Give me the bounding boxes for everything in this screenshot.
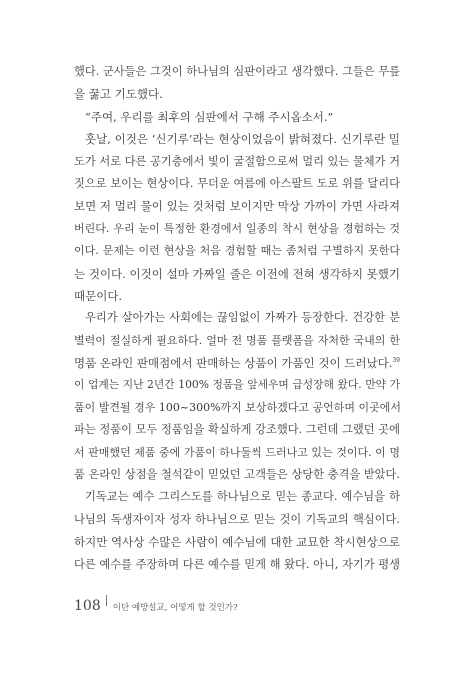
text-line: 이 업계는 지난 2년간 100% 정품을 앞세우며 급성장해 왔다. 만약 가: [74, 378, 400, 392]
page-number: 108: [74, 598, 101, 614]
text-line: 다른 예수를 주장하며 다른 예수를 믿게 해 왔다. 아니, 자기가 평생: [74, 557, 400, 571]
text-line: 짓으로 보이는 현상이다. 무더운 여름에 아스팔트 도로 위를 달리다: [74, 176, 400, 190]
page-footer: [74, 598, 238, 614]
text-line: 훗날, 이것은 ‘신기루’라는 현상이었음이 밝혀졌다. 신기루란 밀: [85, 132, 400, 147]
text-line: 하지만 역사상 수많은 사람이 예수님에 대한 교묘한 착시현상으로: [74, 535, 400, 550]
text-line: 서 판매했던 제품 중에 가품이 하나둘씩 드러나고 있는 것이다. 이 명: [74, 445, 400, 459]
running-title: 이단 예방설교, 어떻게 할 것인가?: [112, 603, 238, 613]
body-text: [74, 61, 400, 576]
text-line: 버린다. 우리 눈이 특정한 환경에서 일종의 착시 현상을 경험하는 것: [74, 221, 400, 235]
text-line: 품이 발견될 경우 100~300%까지 보상하겠다고 공언하며 이곳에서: [74, 400, 402, 414]
text-line: 나님의 독생자이자 성자 하나님으로 믿는 것이 기독교의 핵심이다.: [74, 512, 400, 526]
text-line: 품 온라인 상점을 철석같이 믿었던 고객들은 상당한 충격을 받았다.: [74, 468, 400, 482]
text-line-with-footnote: [74, 352, 400, 374]
text-line: 보면 저 멀리 물이 있는 것처럼 보이지만 막상 가까이 가면 사라져: [74, 199, 400, 214]
text-line: 기독교는 예수 그리스도를 하나님으로 믿는 종교다. 예수님을 하: [85, 490, 400, 504]
text-segment: 명품 온라인 판매점에서 판매하는 상품이 가품인 것이 드러났다.: [74, 356, 393, 371]
text-line: 을 꿇고 기도했다.: [74, 87, 163, 102]
text-line: 때문이다.: [74, 288, 123, 303]
text-line: 별력이 절실하게 필요하다. 얼마 전 명품 플랫폼을 자처한 국내의 한: [74, 333, 400, 347]
footer-divider: [106, 595, 107, 606]
quote-line: “주여, 우리를 최후의 심판에서 구해 주시옵소서.”: [85, 109, 334, 124]
text-line: 는 것이다. 이것이 설마 가짜일 줄은 이전에 전혀 생각하지 못했기: [74, 266, 400, 281]
text-line: 도가 서로 다른 공기층에서 빛이 굴절함으로써 멀리 있는 물체가 거: [74, 154, 400, 168]
text-line: 이다. 문제는 이런 현상을 처음 경험할 때는 좀처럼 구별하지 못한다: [74, 244, 400, 258]
text-line: 우리가 살아가는 사회에는 끊임없이 가짜가 등장한다. 건강한 분: [85, 311, 400, 325]
text-line: 파는 정품이 모두 정품임을 확실하게 강조했다. 그런데 그랬던 곳에: [74, 423, 400, 437]
footnote-marker: 39: [392, 357, 400, 365]
text-line: 했다. 군사들은 그것이 하나님의 심판이라고 생각했다. 그들은 무릎: [74, 65, 400, 78]
